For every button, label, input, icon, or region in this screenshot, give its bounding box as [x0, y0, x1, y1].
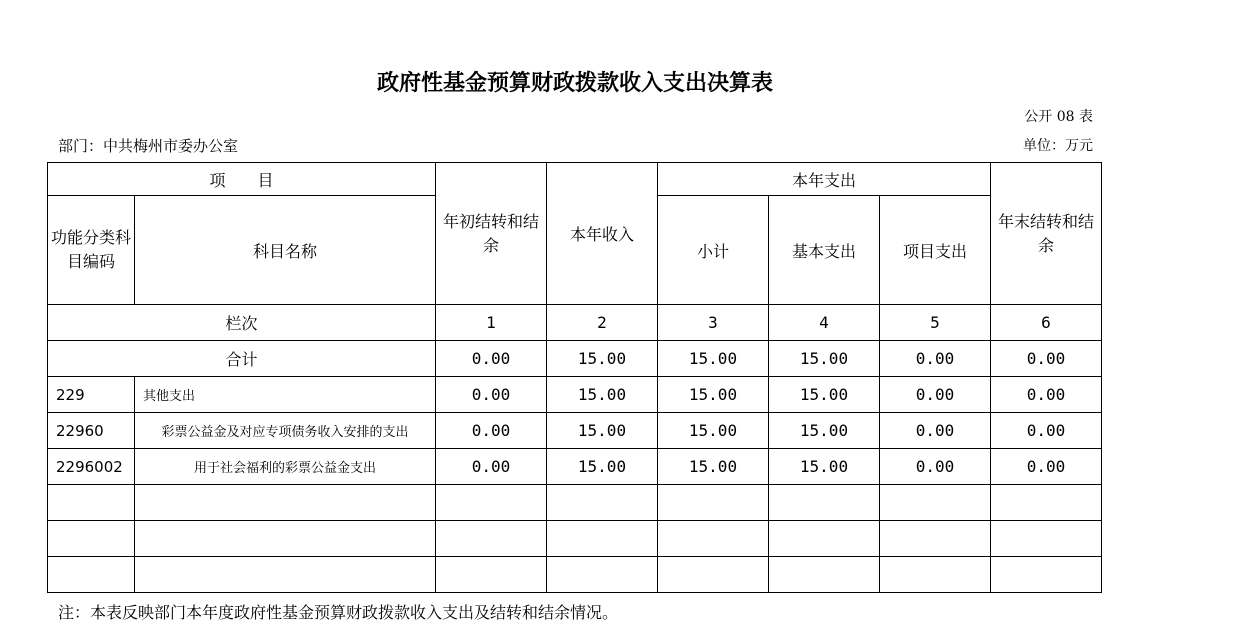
column-index-row: [48, 305, 1102, 341]
value-cell: 15.00: [769, 377, 880, 413]
value-cell: 15.00: [547, 449, 658, 485]
subject-name-cell: 彩票公益金及对应专项债务收入安排的支出: [135, 413, 436, 449]
footnote: 注：本表反映部门本年度政府性基金预算财政拨款收入支出及结转和结余情况。: [58, 603, 619, 622]
value-cell: 0.00: [991, 377, 1102, 413]
table-row: [48, 377, 1102, 413]
department-label: 部门：中共梅州市委办公室: [58, 137, 239, 155]
value-cell: 0.00: [436, 449, 547, 485]
func-code-cell: 229: [48, 377, 135, 413]
table-row: [48, 413, 1102, 449]
total-cell: 0.00: [436, 341, 547, 377]
header-expense-group: 本年支出: [658, 163, 991, 196]
total-cell: 15.00: [769, 341, 880, 377]
value-cell: 15.00: [769, 449, 880, 485]
value-cell: 0.00: [880, 377, 991, 413]
header-subject-name: 科目名称: [135, 196, 436, 305]
total-cell: 15.00: [547, 341, 658, 377]
total-row: [48, 341, 1102, 377]
form-number: 公开 08 表: [1024, 109, 1093, 125]
page-title: 政府性基金预算财政拨款收入支出决算表: [376, 71, 773, 96]
header-func-code: 功能分类科目编码: [48, 196, 135, 305]
value-cell: 15.00: [658, 413, 769, 449]
func-code-cell: 22960: [48, 413, 135, 449]
header-col6: 年末结转和结余: [991, 163, 1102, 305]
value-cell: 0.00: [880, 413, 991, 449]
subject-name-cell: 用于社会福利的彩票公益金支出: [135, 449, 436, 485]
column-index-label: 栏次: [48, 305, 436, 341]
value-cell: 0.00: [436, 413, 547, 449]
empty-row: [48, 521, 1102, 557]
value-cell: 0.00: [991, 449, 1102, 485]
header-col3: 小计: [658, 196, 769, 305]
value-cell: 15.00: [769, 413, 880, 449]
value-cell: 15.00: [658, 449, 769, 485]
column-index-cell: 1: [436, 305, 547, 341]
header-col5: 项目支出: [880, 196, 991, 305]
value-cell: 15.00: [547, 377, 658, 413]
column-index-cell: 3: [658, 305, 769, 341]
empty-row: [48, 485, 1102, 521]
total-cell: 15.00: [658, 341, 769, 377]
func-code-cell: 2296002: [48, 449, 135, 485]
column-index-cell: 4: [769, 305, 880, 341]
column-index-cell: 2: [547, 305, 658, 341]
budget-table: [47, 162, 1102, 593]
value-cell: 0.00: [436, 377, 547, 413]
header-item: 项 目: [48, 163, 436, 196]
value-cell: 15.00: [547, 413, 658, 449]
unit-label: 单位：万元: [1023, 138, 1093, 154]
value-cell: 15.00: [658, 377, 769, 413]
value-cell: 0.00: [991, 413, 1102, 449]
empty-row: [48, 557, 1102, 593]
header-col2: 本年收入: [547, 163, 658, 305]
header-col1: 年初结转和结余: [436, 163, 547, 305]
column-index-cell: 5: [880, 305, 991, 341]
header-col4: 基本支出: [769, 196, 880, 305]
value-cell: 0.00: [880, 449, 991, 485]
table-row: [48, 449, 1102, 485]
column-index-cell: 6: [991, 305, 1102, 341]
subject-name-cell: 其他支出: [135, 377, 436, 413]
total-label: 合计: [48, 341, 436, 377]
total-cell: 0.00: [880, 341, 991, 377]
total-cell: 0.00: [991, 341, 1102, 377]
